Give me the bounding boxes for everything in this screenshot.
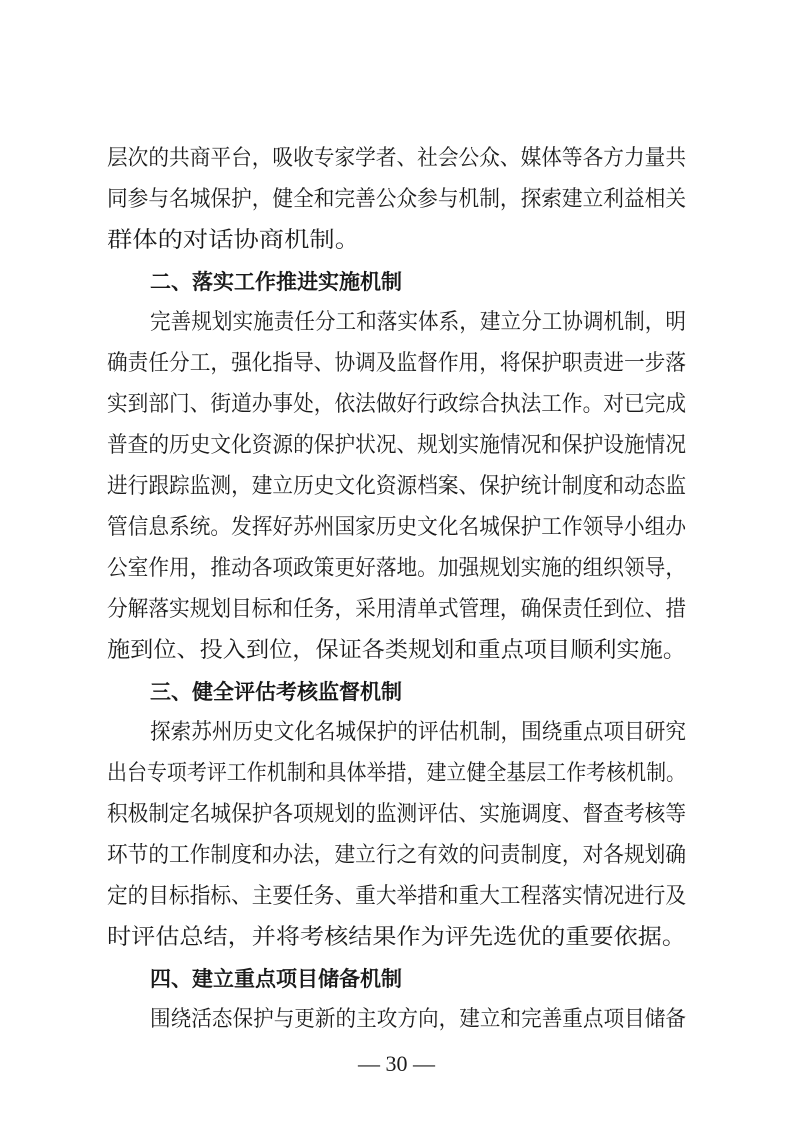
paragraph-line: 同参与名城保护，健全和完善公众参与机制，探索建立利益相关 (107, 187, 687, 212)
paragraph-line: 确责任分工，强化指导、协调及监督作用，将保护职责进一步落 (107, 351, 687, 376)
paragraph-line: 层次的共商平台，吸收专家学者、社会公众、媒体等各方力量共 (107, 146, 687, 171)
paragraph-line: 管信息系统。发挥好苏州国家历史文化名城保护工作领导小组办 (107, 515, 687, 540)
paragraph-line: 围绕活态保护与更新的主攻方向，建立和完善重点项目储备 (150, 1007, 687, 1032)
paragraph-line: 分解落实规划目标和任务，采用清单式管理，确保责任到位、措 (107, 597, 687, 622)
page-number: — 30 — (358, 1051, 435, 1076)
paragraph-line: 群体的对话协商机制。 (107, 228, 361, 253)
paragraph-line: 探索苏州历史文化名城保护的评估机制，围绕重点项目研究 (150, 720, 687, 745)
paragraph-line: 完善规划实施责任分工和落实体系，建立分工协调机制，明 (150, 310, 687, 335)
paragraph-line: 普查的历史文化资源的保护状况、规划实施情况和保护设施情况 (107, 433, 687, 458)
paragraph-line: 进行跟踪监测，建立历史文化资源档案、保护统计制度和动态监 (107, 474, 687, 499)
paragraph-line: 环节的工作制度和办法，建立行之有效的问责制度，对各规划确 (107, 843, 687, 868)
paragraph-line: 时评估总结，并将考核结果作为评先选优的重要依据。 (107, 925, 687, 950)
paragraph-line: 施到位、投入到位，保证各类规划和重点项目顺利实施。 (107, 638, 687, 663)
section-heading-3: 三、健全评估考核监督机制 (150, 680, 402, 704)
paragraph-line: 出台专项考评工作机制和具体举措，建立健全基层工作考核机制。 (107, 761, 687, 786)
section-heading-2: 二、落实工作推进实施机制 (150, 270, 402, 294)
section-heading-4: 四、建立重点项目储备机制 (150, 967, 402, 991)
paragraph-line: 定的目标指标、主要任务、重大举措和重大工程落实情况进行及 (107, 884, 687, 909)
paragraph-line: 积极制定名城保护各项规划的监测评估、实施调度、督查考核等 (107, 802, 687, 827)
paragraph-line: 公室作用，推动各项政策更好落地。加强规划实施的组织领导， (107, 556, 687, 581)
paragraph-line: 实到部门、街道办事处，依法做好行政综合执法工作。对已完成 (107, 392, 687, 417)
